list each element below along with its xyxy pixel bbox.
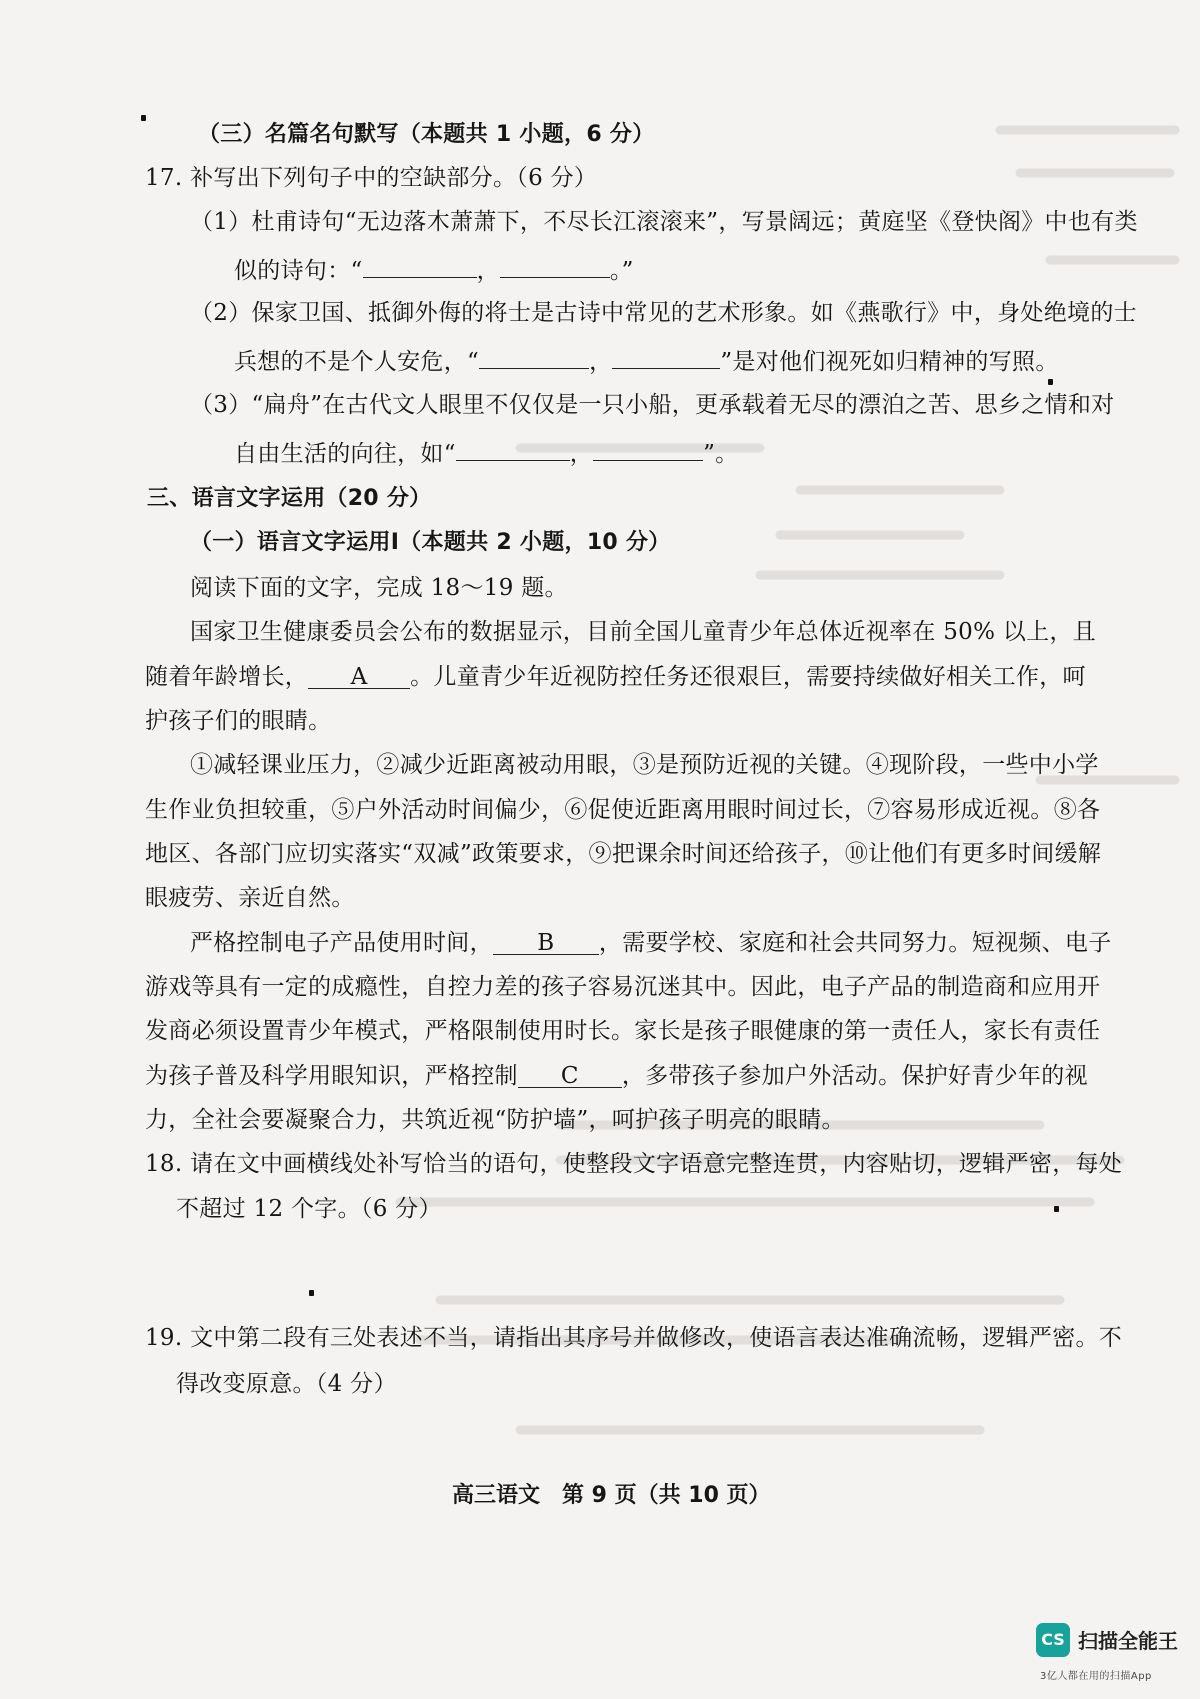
scanner-watermark <box>1030 1623 1200 1699</box>
answer-blank-1b[interactable] <box>500 253 610 278</box>
item-2-prefix: 兵想的不是个人安危，“ <box>234 349 480 375</box>
subsection-1-heading: （一）语言文字运用Ⅰ（本题共 2 小题，10 分） <box>190 530 671 555</box>
question-17-item-3-line-1: （3）“扁舟”在古代文人眼里不仅仅是一只小船，更承载着无尽的漂泊之苦、思乡之情和对 <box>190 392 1115 418</box>
answer-blank-3a[interactable] <box>456 436 570 461</box>
question-17-item-1-line-1: （1）杜甫诗句“无边落木萧萧下，不尽长江滚滚来”，写景阔远；黄庭坚《登快阁》中也有类 <box>190 209 1138 235</box>
item-1-prefix: 似的诗句：“ <box>234 258 363 284</box>
question-19-line-1: 19. 文中第二段有三处表述不当，请指出其序号并做修改，使语言表达准确流畅，逻辑严密。不 <box>145 1325 1123 1351</box>
item-2-suffix: ”是对他们视死如归精神的写照。 <box>720 349 1059 375</box>
question-17-item-3-line-2 <box>234 436 738 469</box>
item-1-separator: ， <box>476 258 500 284</box>
passage-p3-line-1-start: 严格控制电子产品使用时间， <box>190 930 493 956</box>
answer-blank-3b[interactable] <box>593 436 703 461</box>
passage-p1-line-2-start: 随着年龄增长， <box>145 664 309 690</box>
question-18-line-1: 18. 请在文中画横线处补写恰当的语句，使整段文字语意完整连贯，内容贴切，逻辑严密，每处 <box>145 1151 1123 1177</box>
passage-p3-line-5: 力，全社会要凝聚合力，共筑近视“防护墙”，呵护孩子明亮的眼睛。 <box>145 1107 845 1133</box>
question-19-line-2: 得改变原意。（4 分） <box>176 1371 397 1397</box>
passage-p1-line-2 <box>145 662 1086 692</box>
item-1-suffix: 。” <box>609 258 634 284</box>
passage-p1-line-3: 护孩子们的眼睛。 <box>145 708 332 734</box>
scan-speck <box>1048 379 1053 385</box>
scan-speck <box>1054 1206 1059 1212</box>
question-18-line-2: 不超过 12 个字。（6 分） <box>176 1196 442 1222</box>
passage-p2-line-3: 地区、各部门应切实落实“双减”政策要求，⑨把课余时间还给孩子，⑩让他们有更多时间缓解 <box>145 841 1102 867</box>
blank-a[interactable]: A <box>308 664 410 689</box>
passage-p3-line-2: 游戏等具有一定的成瘾性，自控力差的孩子容易沉迷其中。因此，电子产品的制造商和应用开 <box>145 974 1101 1000</box>
question-17-stem: 17. 补写出下列句子中的空缺部分。（6 分） <box>145 165 598 191</box>
item-3-suffix: ”。 <box>703 441 739 467</box>
passage-p3-line-3: 发商必须设置青少年模式，严格限制使用时长。家长是孩子眼健康的第一责任人，家长有责任 <box>145 1018 1101 1044</box>
passage-p3-line-1-end: ，需要学校、家庭和社会共同努力。短视频、电子 <box>598 930 1112 956</box>
passage-p3-line-1 <box>190 928 1112 958</box>
page-footer: 高三语文 第 9 页（共 10 页） <box>452 1483 771 1508</box>
item-3-prefix: 自由生活的向往，如“ <box>234 441 456 467</box>
passage-p2-line-2: 生作业负担较重，⑤户外活动时间偏少，⑥促使近距离用眼时间过长，⑦容易形成近视。⑧各 <box>145 797 1101 823</box>
scanner-tagline: 3亿人都在用的扫描App <box>1040 1671 1152 1682</box>
blank-c[interactable]: C <box>518 1063 622 1088</box>
answer-blank-2a[interactable] <box>479 344 589 369</box>
reading-prompt: 阅读下面的文字，完成 18～19 题。 <box>190 575 568 601</box>
passage-p3-line-4 <box>145 1061 1088 1091</box>
answer-blank-1a[interactable] <box>363 253 477 278</box>
item-3-separator: ， <box>569 441 594 467</box>
blank-b[interactable]: B <box>493 930 599 955</box>
scanner-app-name: 扫描全能王 <box>1078 1629 1178 1653</box>
question-17-item-2-line-1: （2）保家卫国、抵御外侮的将士是古诗中常见的艺术形象。如《燕歌行》中，身处绝境的士 <box>190 300 1137 326</box>
passage-p2-line-1: ①减轻课业压力，②减少近距离被动用眼，③是预防近视的关键。④现阶段，一些中小学 <box>190 752 1099 778</box>
question-17-item-2-line-2 <box>234 344 1059 377</box>
answer-blank-2b[interactable] <box>612 344 720 369</box>
question-17-item-1-line-2 <box>234 253 634 286</box>
scan-speck <box>309 1290 314 1296</box>
section-3-heading: （三）名篇名句默写（本题共 1 小题，6 分） <box>198 122 655 147</box>
item-2-separator: ， <box>589 349 613 375</box>
part-3-heading: 三、语言文字运用（20 分） <box>147 486 432 511</box>
scanner-logo-icon: CS <box>1036 1623 1070 1657</box>
passage-p3-line-4-start: 为孩子普及科学用眼知识，严格控制 <box>145 1063 518 1089</box>
passage-p2-line-4: 眼疲劳、亲近自然。 <box>145 885 355 911</box>
scan-speck <box>141 115 146 121</box>
passage-p1-line-2-end: 。儿童青少年近视防控任务还很艰巨，需要持续做好相关工作，呵 <box>410 664 1086 690</box>
passage-p3-line-4-end: ，多带孩子参加户外活动。保护好青少年的视 <box>621 1063 1088 1089</box>
passage-p1-line-1: 国家卫生健康委员会公布的数据显示，目前全国儿童青少年总体近视率在 50% 以上，且 <box>190 619 1097 645</box>
